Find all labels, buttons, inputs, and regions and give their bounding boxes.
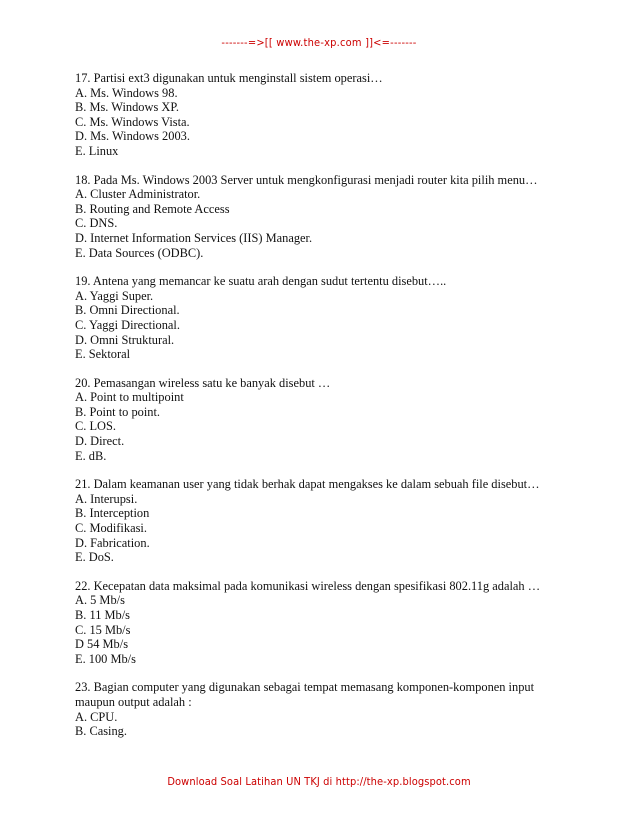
option-c: C. DNS. xyxy=(75,216,118,231)
option-e: E. Data Sources (ODBC). xyxy=(75,245,204,260)
option-b: B. Omni Directional. xyxy=(75,303,180,318)
question-list xyxy=(75,71,565,753)
option-e: E. dB. xyxy=(75,448,107,463)
question-23 xyxy=(75,680,565,738)
question-20 xyxy=(75,376,565,464)
option-d: D. Omni Struktural. xyxy=(75,332,175,347)
option-c: C. Yaggi Directional. xyxy=(75,317,180,332)
footer-text: Download Soal Latihan UN TKJ di http://the-xp.blogspot.com xyxy=(167,775,471,788)
question-19 xyxy=(75,274,565,362)
header-text: -------=>[[ www.the-xp.com ]]<=------- xyxy=(221,36,417,49)
option-c: C. Modifikasi. xyxy=(75,521,147,536)
question-stem: 21. Dalam keamanan user yang tidak berhak dapat mengakses ke dalam sebuah file disebut… xyxy=(75,477,540,492)
option-a: A. Yaggi Super. xyxy=(75,288,154,303)
option-c: C. Ms. Windows Vista. xyxy=(75,114,190,129)
option-e: E. Sektoral xyxy=(75,347,131,362)
option-a: A. Cluster Administrator. xyxy=(75,187,201,202)
option-d: D. Fabrication. xyxy=(75,535,150,550)
option-d: D 54 Mb/s xyxy=(75,637,129,652)
option-e: E. DoS. xyxy=(75,550,114,565)
option-b: B. Point to point. xyxy=(75,404,161,419)
page-footer xyxy=(0,775,638,788)
option-b: B. 11 Mb/s xyxy=(75,608,130,622)
option-a: A. Interupsi. xyxy=(75,491,138,506)
question-21 xyxy=(75,477,565,565)
option-e: E. Linux xyxy=(75,143,119,158)
question-17 xyxy=(75,71,565,159)
question-18 xyxy=(75,173,565,261)
question-stem: 22. Kecepatan data maksimal pada komunikasi wireless dengan spesifikasi 802.11g adalah … xyxy=(75,578,541,593)
option-b: B. Interception xyxy=(75,506,150,521)
option-d: D. Internet Information Services (IIS) Manager. xyxy=(75,230,313,245)
option-e: E. 100 Mb/s xyxy=(75,651,136,666)
option-c: C. LOS. xyxy=(75,419,116,434)
option-b: B. Ms. Windows XP. xyxy=(75,100,179,115)
option-d: D. Ms. Windows 2003. xyxy=(75,129,190,144)
option-a: A. Ms. Windows 98. xyxy=(75,85,178,100)
question-stem: 19. Antena yang memancar ke suatu arah dengan sudut tertentu disebut….. xyxy=(75,274,447,289)
option-c: C. 15 Mb/s xyxy=(75,622,131,637)
question-stem: 17. Partisi ext3 digunakan untuk menginstall sistem operasi… xyxy=(75,71,383,85)
option-d: D. Direct. xyxy=(75,434,125,449)
question-stem: 23. Bagian computer yang digunakan sebagai tempat memasang komponen-komponen input maupun output adalah : xyxy=(75,680,535,709)
option-b: B. Casing. xyxy=(75,724,127,739)
option-a: A. CPU. xyxy=(75,709,118,724)
option-a: A. Point to multipoint xyxy=(75,390,184,405)
option-b: B. Routing and Remote Access xyxy=(75,201,230,216)
option-a: A. 5 Mb/s xyxy=(75,593,125,608)
question-stem: 18. Pada Ms. Windows 2003 Server untuk mengkonfigurasi menjadi router kita pilih menu… xyxy=(75,172,538,187)
page-header xyxy=(0,36,638,49)
question-stem: 20. Pemasangan wireless satu ke banyak disebut … xyxy=(75,375,331,390)
question-22 xyxy=(75,579,565,667)
